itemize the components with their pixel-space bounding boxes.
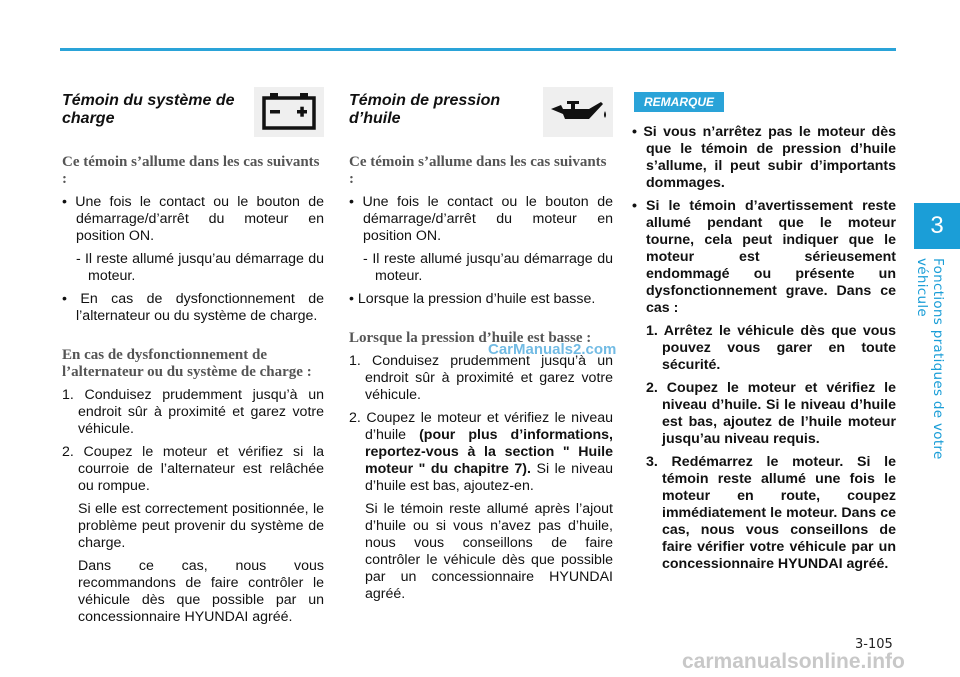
top-rule (60, 48, 896, 51)
page-number: 3-105 (855, 637, 893, 652)
chapter-title: Fonctions pratiques de votre véhicule (914, 258, 946, 460)
numbered-item: 2. Coupez le moteur et vérifiez si la courroie de l’alternateur est relâchée ou rompue. (62, 444, 324, 494)
subheading: Ce témoin s’allume dans les cas suivants : (62, 154, 320, 187)
bullet-item: • En cas de dysfonctionnement de l’alternateur ou du système de charge. (62, 291, 324, 324)
numbered-item: 1. Conduisez prudemment jusqu’à un endroit sûr à proximité et garez votre véhicule. (62, 387, 324, 437)
bullet-item: • Une fois le contact ou le bouton de démarrage/d’arrêt du moteur en position ON. (349, 194, 613, 244)
step-text: 2. Coupez le moteur et vérifiez le niveau d’huile (349, 410, 613, 443)
column-charging-system (62, 92, 324, 632)
bullet-item: • Une fois le contact ou le bouton de démarrage/d’arrêt du moteur en position ON. (62, 194, 324, 244)
watermark-footer[interactable]: carmanualsonline.info (682, 650, 905, 673)
step-text: Si le niveau d’huile est bas, ajoutez-en. (365, 461, 613, 494)
battery-icon (254, 87, 324, 137)
reference-text: (pour plus d’informations, reportez-vous à la section " Huile moteur " du chapitre 7). (365, 427, 613, 477)
section-title: Témoin du système de charge (62, 92, 235, 127)
bullet-item: • Lorsque la pression d’huile est basse. (349, 291, 596, 307)
dash-item: - Il reste allumé jusqu’au démarrage du moteur. (76, 251, 324, 284)
numbered-item: 2. Coupez le moteur et vérifiez le niveau d’huile. Si le niveau d’huile est bas, ajoutez de l’huile moteur jusqu’au niveau requis. (646, 380, 896, 447)
paragraph: Si elle est correctement positionnée, le problème peut provenir du système de charge. (78, 501, 324, 551)
numbered-item (349, 410, 613, 495)
subheading: En cas de dysfonctionnement de l’alternateur ou du système de charge : (62, 347, 312, 380)
paragraph: Si le témoin reste allumé après l’ajout d’huile ou si vous n’avez pas d’huile, nous vous conseillons de faire contrôler le véhicule dès que possible par un concessionnaire HYUNDAI agréé. (365, 501, 613, 602)
chapter-tab: 3 (914, 203, 960, 249)
oil-can-icon (543, 87, 613, 137)
bullet-item: • Si vous n’arrêtez pas le moteur dès que le témoin de pression d’huile s’allume, il peut subir d’importants dommages. (632, 124, 896, 191)
section-title: Témoin de pression d’huile (349, 92, 501, 127)
dash-item: - Il reste allumé jusqu’au démarrage du moteur. (363, 251, 613, 284)
numbered-item: 1. Arrêtez le véhicule dès que vous pouvez vous garer en toute sécurité. (646, 323, 896, 373)
watermark-inline: CarManuals2.com (488, 341, 617, 358)
numbered-item: 3. Redémarrez le moteur. Si le témoin reste allumé une fois le moteur en route, coupez immédiatement le moteur. Dans ce cas, nous vous conseillons de faire vérifier votre véhicule par un concessionnaire HYUNDAI agréé. (646, 454, 896, 572)
numbered-item: 1. Conduisez prudemment jusqu’à un endroit sûr à proximité et garez votre véhicule. (349, 353, 613, 403)
subheading: Ce témoin s’allume dans les cas suivants : (349, 154, 607, 187)
bullet-item: • Si le témoin d’avertissement reste allumé pendant que le moteur tourne, cela peut indiquer que le moteur est sérieusement endommagé ou présente un dysfonctionnement grave. Dans ce cas : (632, 198, 896, 316)
column-note (632, 92, 896, 579)
subheading: Lorsque la pression d’huile est basse : (349, 330, 592, 346)
note-badge: REMARQUE (634, 92, 724, 112)
paragraph: Dans ce cas, nous vous recommandons de faire contrôler le véhicule dès que possible par un concessionnaire HYUNDAI agréé. (78, 558, 324, 625)
